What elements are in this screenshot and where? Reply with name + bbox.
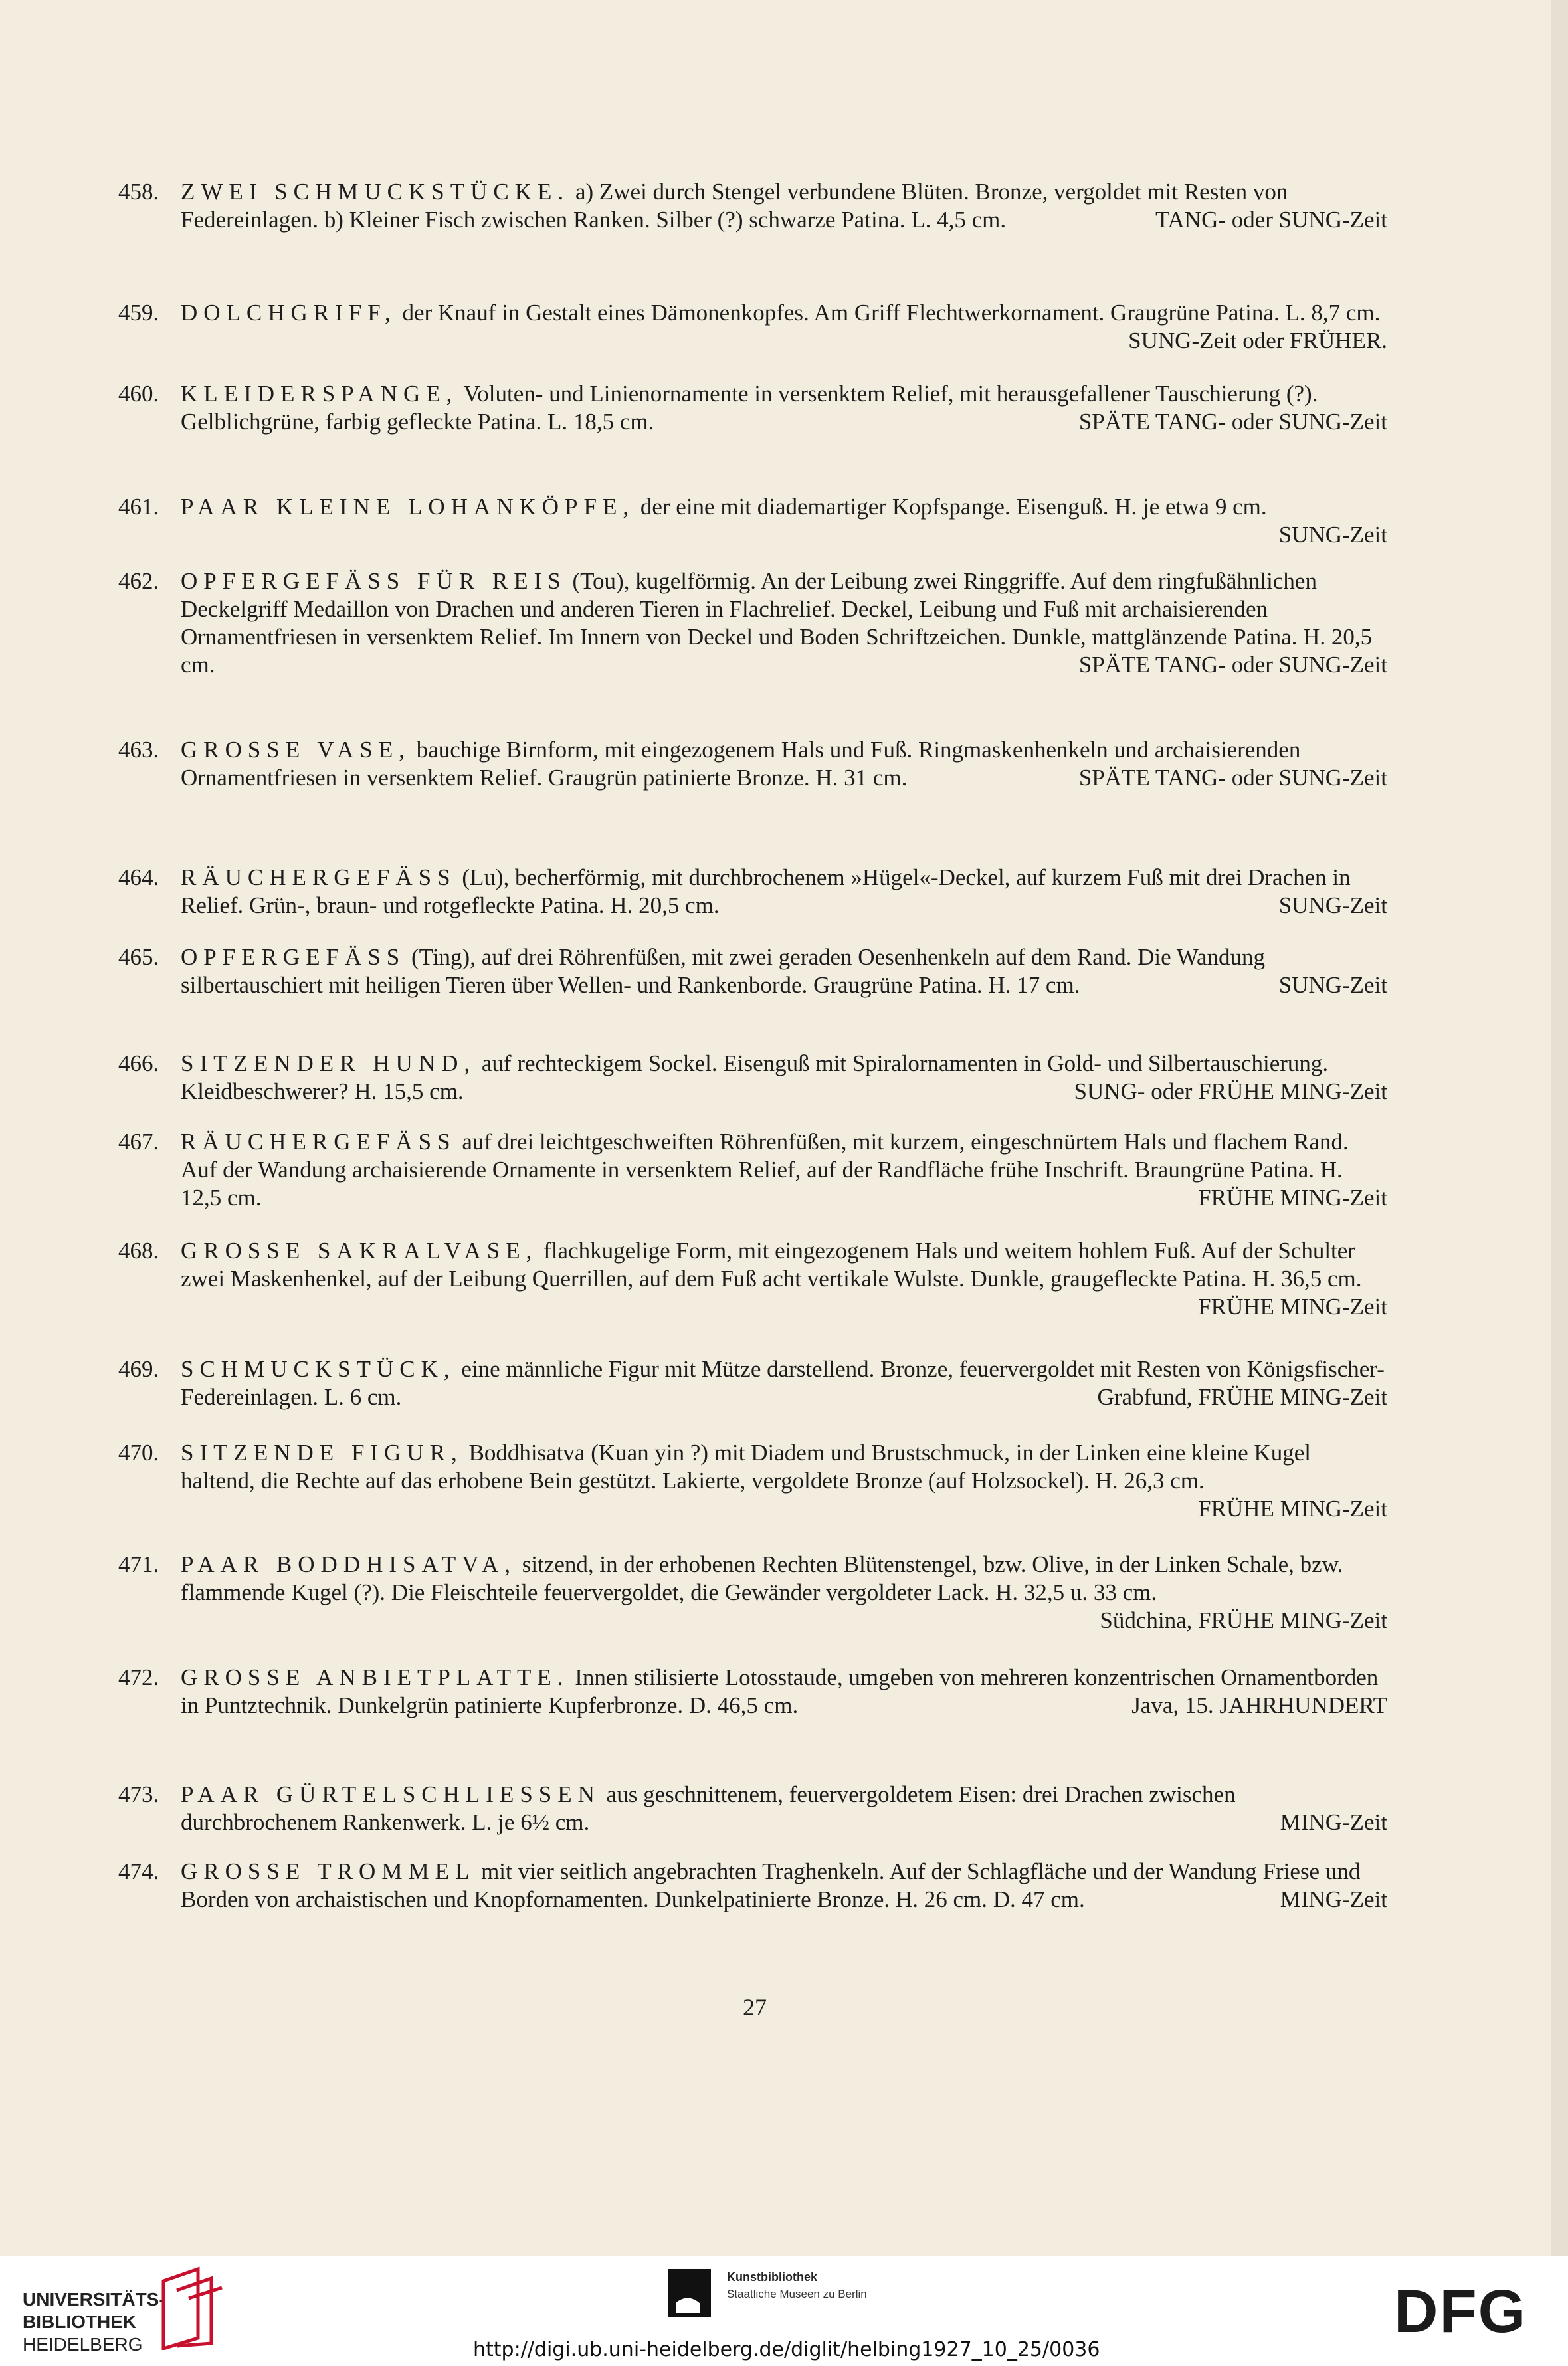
entry-title: PAAR KLEINE LOHANKÖPFE, — [181, 494, 635, 520]
entry-number: 466. — [118, 1050, 159, 1076]
catalogue-entry — [118, 1128, 1387, 1212]
ub-logo-text-line1[interactable]: UNIVERSITÄTS- — [23, 2289, 165, 2310]
page-number: 27 — [743, 1994, 767, 2021]
ub-logo-text-line3[interactable]: HEIDELBERG — [23, 2334, 143, 2355]
entry-title: KLEIDERSPANGE, — [181, 381, 458, 407]
entry-description: (Tou), kugelförmig. An der Leibung zwei Ringgriffe. Auf dem ringfußähnlichen Deckelgriff Medaillon von Drachen und anderen Tieren in Flachrelief. Deckel, Leibung und Fuß mit archaisierenden Ornamentfriesen in versenktem Relief. Im Innern von Deckel und Boden Schriftzeichen. Dunkle, mattglänzende Patina. H. 20,5 cm. — [181, 568, 1373, 678]
kunstbibliothek-logo-icon[interactable] — [668, 2269, 711, 2317]
dfg-logo[interactable]: DFG — [1394, 2278, 1527, 2345]
catalogue-entry — [118, 493, 1387, 549]
entry-body — [181, 943, 1387, 999]
entry-description: (Lu), becherförmig, mit durchbrochenem »Hügel«-Deckel, auf kurzem Fuß mit drei Drachen in Relief. Grün-, braun- und rotgefleckte Patina. H. 20,5 cm. — [181, 864, 1351, 918]
entry-body — [181, 299, 1387, 327]
catalogue-entry — [118, 1355, 1387, 1411]
catalogue-entry — [118, 178, 1387, 234]
entry-title: OPFERGEFÄSS — [181, 944, 406, 970]
entry-number: 473. — [118, 1781, 159, 1807]
kunstbibliothek-subtitle: Staatliche Museen zu Berlin — [727, 2288, 867, 2300]
entry-period: Südchina, FRÜHE MING-Zeit — [1092, 1607, 1387, 1634]
entry-period: FRÜHE MING-Zeit — [1190, 1495, 1387, 1523]
entry-title: GROSSE TROMMEL — [181, 1858, 476, 1884]
catalogue-entry — [118, 1664, 1387, 1720]
entry-description: Voluten- und Linienornamente in versenktem Relief, mit herausgefallener Tauschierung (?). Gelblichgrüne, farbig gefleckte Patina. L. 18,5 cm. — [181, 381, 1318, 435]
ub-logo-text-line2[interactable]: BIBLIOTHEK — [23, 2312, 137, 2332]
entry-description: a) Zwei durch Stengel verbundene Blüten. Bronze, vergoldet mit Resten von Federeinlagen. b) Kleiner Fisch zwischen Ranken. Silber (?) schwarze Patina. L. 4,5 cm. — [181, 179, 1288, 233]
entry-number: 463. — [118, 737, 159, 763]
entry-period: SUNG-Zeit — [1271, 521, 1387, 549]
entry-period: SUNG-Zeit — [1271, 971, 1387, 999]
entry-description: flachkugelige Form, mit eingezogenem Hals und weitem hohlem Fuß. Auf der Schulter zwei Maskenhenkel, auf der Leibung Querrillen, auf dem Fuß acht vertikale Wulste. Dunkle, graugefleckte Patina. H. 36,5 cm. — [181, 1238, 1362, 1292]
ub-logo-icon[interactable] — [158, 2265, 225, 2350]
entry-number: 458. — [118, 179, 159, 205]
entry-description: mit vier seitlich angebrachten Traghenkeln. Auf der Schlagfläche und der Wandung Friese und Borden von archaistischen und Knopfornamenten. Dunkelpatinierte Bronze. H. 26 cm. D. 47 cm. — [181, 1858, 1361, 1912]
entry-body — [181, 864, 1387, 920]
entry-number: 459. — [118, 300, 159, 326]
entry-number: 467. — [118, 1129, 159, 1155]
entry-period: SPÄTE TANG- oder SUNG-Zeit — [1071, 651, 1387, 679]
catalogue-entry — [118, 736, 1387, 792]
entry-period: SUNG-Zeit oder FRÜHER. — [1120, 327, 1387, 355]
entry-period: Java, 15. JAHRHUNDERT — [1124, 1692, 1387, 1720]
entry-number: 461. — [118, 494, 159, 520]
entry-title: PAAR GÜRTELSCHLIESSEN — [181, 1781, 601, 1807]
entry-body — [181, 493, 1387, 521]
entry-period: SUNG- oder FRÜHE MING-Zeit — [1066, 1078, 1387, 1106]
entry-description: Boddhisatva (Kuan yin ?) mit Diadem und Brustschmuck, in der Linken eine kleine Kugel haltend, die Rechte auf das erhobene Bein gestützt. Lakierte, vergoldete Bronze (auf Holzsockel). H. 26,3 cm. — [181, 1440, 1311, 1494]
catalogue-entry — [118, 1781, 1387, 1836]
entry-title: RÄUCHERGEFÄSS — [181, 864, 456, 890]
entry-number: 474. — [118, 1858, 159, 1884]
catalogue-entry — [118, 1439, 1387, 1523]
entry-period: Grabfund, FRÜHE MING-Zeit — [1090, 1383, 1387, 1411]
page-edge — [1551, 0, 1568, 2256]
entry-body — [181, 1781, 1387, 1836]
entry-number: 472. — [118, 1664, 159, 1690]
entry-description: (Ting), auf drei Röhrenfüßen, mit zwei geraden Oesenhenkeln auf dem Rand. Die Wandung silbertauschiert mit heiligen Tieren über Wellen- und Rankenborde. Graugrüne Patina. H. 17 cm. — [181, 944, 1266, 998]
entry-period: FRÜHE MING-Zeit — [1190, 1184, 1387, 1212]
entry-title: OPFERGEFÄSS FÜR REIS — [181, 568, 567, 594]
entry-description: auf rechteckigem Sockel. Eisenguß mit Spiralornamenten in Gold- und Silbertauschierung. Kleidbeschwerer? H. 15,5 cm. — [181, 1050, 1329, 1104]
entry-title: DOLCHGRIFF, — [181, 300, 397, 326]
entry-number: 470. — [118, 1440, 159, 1466]
entry-title: PAAR BODDHISATVA, — [181, 1551, 517, 1577]
entry-title: SITZENDE FIGUR, — [181, 1440, 463, 1466]
entry-description: der eine mit diademartiger Kopfspange. Eisenguß. H. je etwa 9 cm. — [640, 494, 1267, 520]
entry-period: SPÄTE TANG- oder SUNG-Zeit — [1071, 764, 1387, 792]
entry-body — [181, 1237, 1387, 1293]
entry-body — [181, 1439, 1387, 1495]
catalogue-entry — [118, 1050, 1387, 1106]
entry-number: 469. — [118, 1356, 159, 1382]
catalogue-entry — [118, 299, 1387, 355]
entry-period: FRÜHE MING-Zeit — [1190, 1293, 1387, 1321]
entry-period: MING-Zeit — [1272, 1809, 1387, 1836]
kunstbibliothek-name[interactable]: Kunstbibliothek — [727, 2270, 817, 2284]
catalogue-entry — [118, 1858, 1387, 1914]
entry-description: bauchige Birnform, mit eingezogenem Hals und Fuß. Ringmaskenhenkeln und archaisierenden Ornamentfriesen in versenktem Relief. Graugrün patinierte Bronze. H. 31 cm. — [181, 737, 1301, 791]
entry-description: sitzend, in der erhobenen Rechten Blütenstengel, bzw. Olive, in der Linken Schale, bzw. flammende Kugel (?). Die Fleischteile feuervergoldet, die Gewänder vergoldeter Lack. H. 32,5 u. 33 cm. — [181, 1551, 1343, 1605]
entry-title: GROSSE ANBIETPLATTE. — [181, 1664, 569, 1690]
entry-title: RÄUCHERGEFÄSS — [181, 1129, 456, 1155]
entry-period: TANG- oder SUNG-Zeit — [1147, 206, 1387, 234]
catalogue-entry — [118, 1237, 1387, 1321]
catalogue-entry — [118, 864, 1387, 920]
footer-bar — [0, 2256, 1568, 2366]
catalogue-entry — [118, 380, 1387, 436]
entry-title: GROSSE VASE, — [181, 737, 411, 763]
entry-number: 464. — [118, 864, 159, 890]
entry-title: GROSSE SAKRALVASE, — [181, 1238, 538, 1264]
entry-body — [181, 1551, 1387, 1607]
entry-number: 468. — [118, 1238, 159, 1264]
entry-title: SITZENDER HUND, — [181, 1050, 476, 1076]
entry-body — [181, 1858, 1387, 1914]
entry-period: SUNG-Zeit — [1271, 892, 1387, 920]
entry-number: 471. — [118, 1551, 159, 1577]
entry-period: SPÄTE TANG- oder SUNG-Zeit — [1071, 408, 1387, 436]
entry-description: auf drei leichtgeschweiften Röhrenfüßen, mit kurzem, eingeschnürtem Hals und flachem Rand. Auf der Wandung archaisierende Ornamente in versenktem Relief, auf der Randfläche frühe Inschrift. Braungrüne Patina. H. 12,5 cm. — [181, 1129, 1349, 1211]
catalogue-entry — [118, 943, 1387, 999]
entry-description: Innen stilisierte Lotosstaude, umgeben von mehreren konzentrischen Ornamentborden in Puntztechnik. Dunkelgrün patinierte Kupferbronze. D. 46,5 cm. — [181, 1664, 1379, 1718]
source-url-link[interactable]: http://digi.ub.uni-heidelberg.de/diglit/helbing1927_10_25/0036 — [473, 2338, 1100, 2361]
entry-number: 462. — [118, 568, 159, 594]
entry-number: 465. — [118, 944, 159, 970]
entry-title: SCHMUCKSTÜCK, — [181, 1356, 456, 1382]
entry-description: der Knauf in Gestalt eines Dämonenkopfes. Am Griff Flechtwerkornament. Graugrüne Patina. L. 8,7 cm. — [402, 300, 1381, 326]
entry-period: MING-Zeit — [1272, 1886, 1387, 1914]
entry-description: aus geschnittenem, feuervergoldetem Eisen: drei Drachen zwischen durchbrochenem Rankenwerk. L. je 6½ cm. — [181, 1781, 1236, 1835]
catalogue-entry — [118, 1551, 1387, 1634]
entry-title: ZWEI SCHMUCKSTÜCKE. — [181, 179, 570, 205]
catalogue-entry — [118, 567, 1387, 679]
entry-description: eine männliche Figur mit Mütze darstellend. Bronze, feuervergoldet mit Resten von Königsfischer-Federeinlagen. L. 6 cm. — [181, 1356, 1385, 1410]
entry-number: 460. — [118, 381, 159, 407]
